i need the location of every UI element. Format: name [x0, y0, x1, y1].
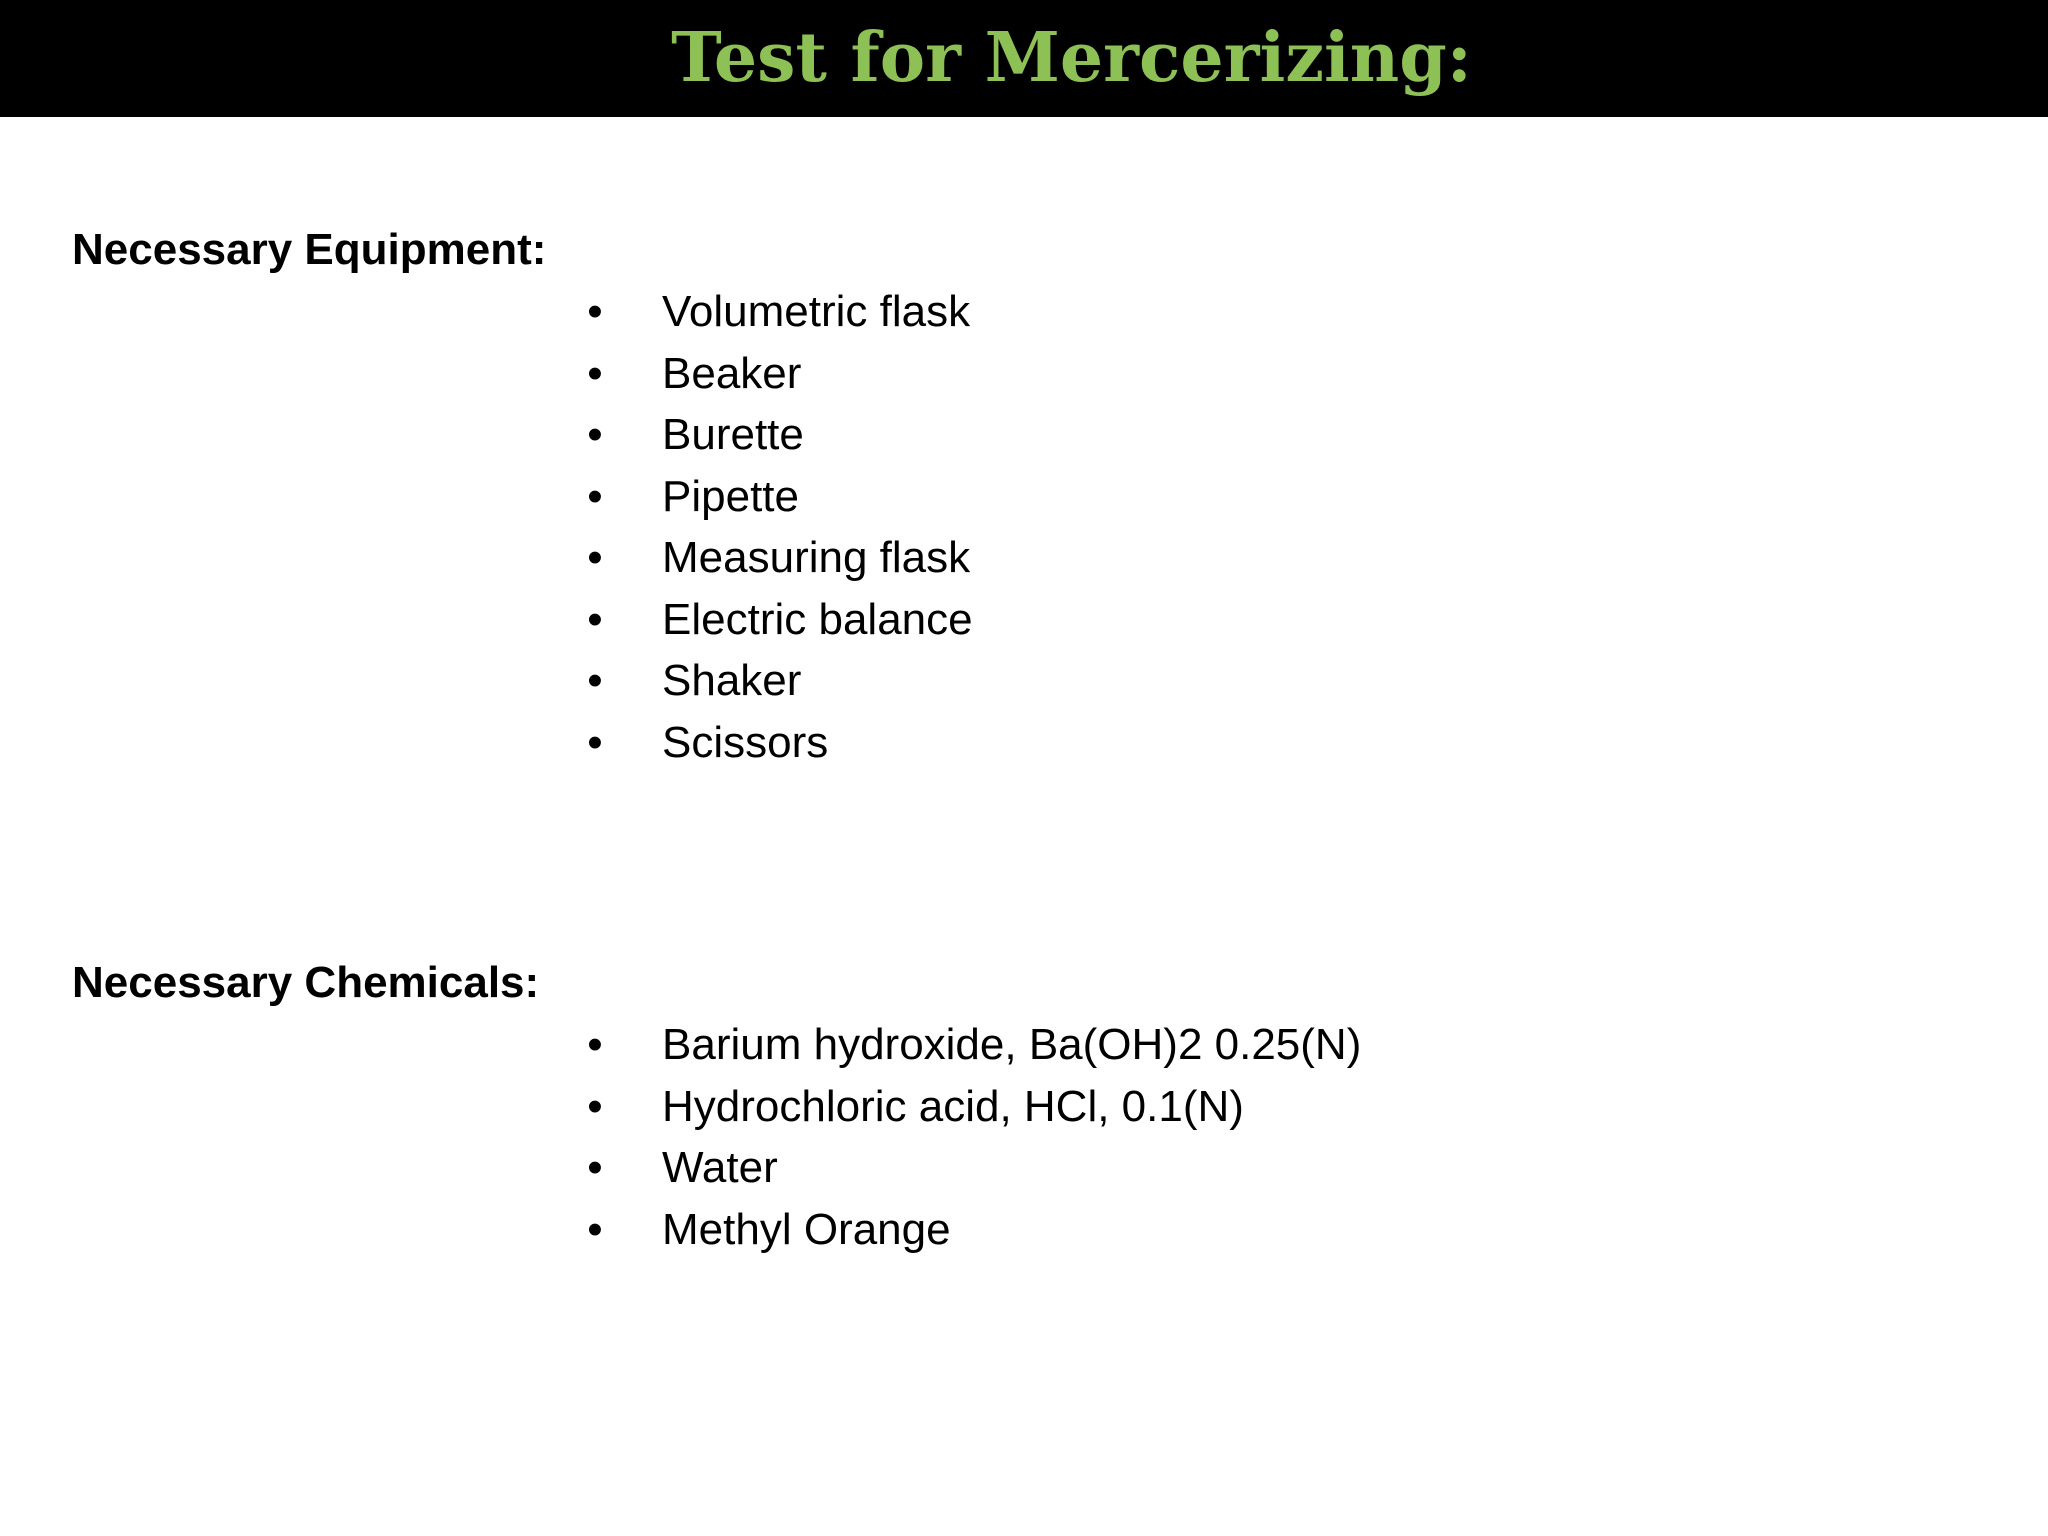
bullet-icon: •: [587, 717, 603, 767]
chemicals-heading: Necessary Chemicals:: [72, 958, 540, 1007]
list-item-text: Pipette: [662, 471, 799, 521]
bullet-icon: •: [587, 1081, 603, 1131]
list-item-text: Electric balance: [662, 594, 973, 644]
bullet-icon: •: [587, 287, 603, 336]
list-item-text: Water: [662, 1143, 778, 1192]
bullet-icon: •: [587, 410, 603, 459]
bullet-icon: •: [587, 348, 603, 398]
list-item-text: Beaker: [662, 348, 802, 398]
slide-title: Test for Mercerizing:: [671, 18, 1472, 98]
list-item-text: Measuring flask: [662, 533, 971, 582]
list-item-text: Barium hydroxide, Ba(OH)2 0.25(N): [662, 1020, 1362, 1069]
bullet-icon: •: [587, 594, 603, 644]
equipment-heading: Necessary Equipment:: [72, 225, 547, 274]
list-item-text: Volumetric flask: [662, 287, 971, 336]
bullet-icon: •: [587, 1020, 603, 1069]
list-item-text: Shaker: [662, 656, 802, 705]
bullet-icon: •: [587, 1204, 603, 1254]
bullet-icon: •: [587, 471, 603, 521]
bullet-icon: •: [587, 656, 603, 705]
bullet-icon: •: [587, 533, 603, 582]
bullet-icon: •: [587, 1143, 603, 1192]
list-item-text: Methyl Orange: [662, 1204, 951, 1254]
list-item-text: Scissors: [662, 717, 829, 767]
list-item-text: Hydrochloric acid, HCl, 0.1(N): [662, 1081, 1244, 1131]
list-item-text: Burette: [662, 410, 804, 459]
